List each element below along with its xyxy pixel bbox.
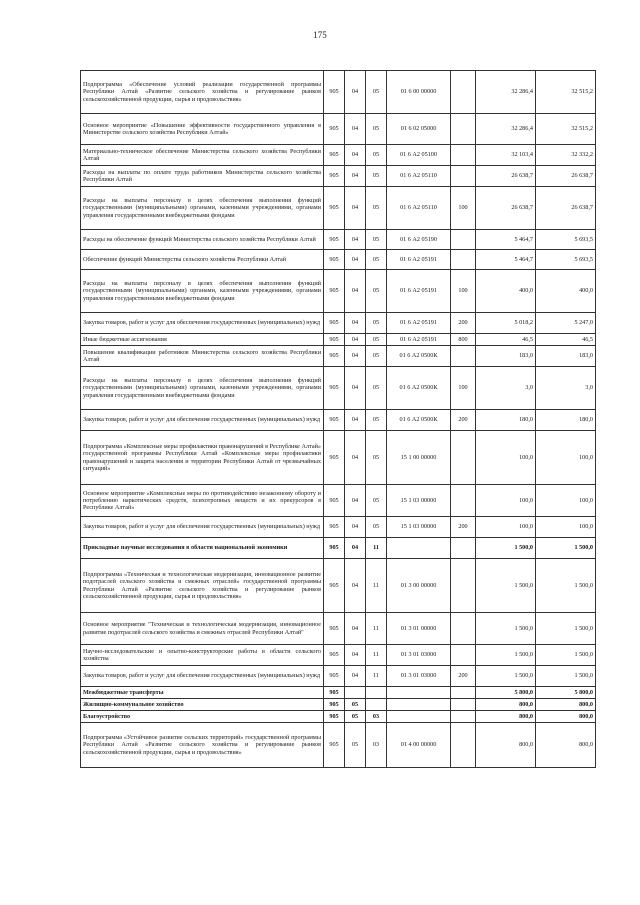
row-grbs: 905	[324, 711, 345, 723]
row-section: 04	[345, 313, 366, 334]
row-expense-type: 800	[451, 334, 476, 346]
row-target-article: 01 6 А2 05191	[387, 313, 451, 334]
row-amount-year1: 100,0	[476, 517, 536, 538]
table-row	[81, 687, 596, 699]
row-grbs: 905	[324, 559, 345, 613]
row-grbs: 905	[324, 538, 345, 559]
row-grbs: 905	[324, 367, 345, 410]
row-subsection: 05	[366, 334, 387, 346]
row-grbs: 905	[324, 431, 345, 485]
row-section: 04	[345, 367, 366, 410]
row-amount-year2: 1 500,0	[536, 645, 596, 666]
row-expense-type	[451, 687, 476, 699]
row-amount-year2: 1 500,0	[536, 559, 596, 613]
row-expense-type	[451, 346, 476, 367]
row-subsection: 05	[366, 410, 387, 431]
row-subsection: 11	[366, 645, 387, 666]
row-expense-type	[451, 431, 476, 485]
row-section: 04	[345, 71, 366, 114]
row-name: Подпрограмма «Устойчивое развитие сельских территорий» государственной программы Республики Алтай «Развитие сельского хозяйства и регулирование рынков сельскохозяйственной продукции, сырья и продовольствия»	[81, 723, 324, 768]
row-amount-year2: 1 500,0	[536, 613, 596, 645]
row-expense-type	[451, 711, 476, 723]
row-amount-year1: 180,0	[476, 410, 536, 431]
row-name: Расходы на обеспечение функций Министерства сельского хозяйства Республики Алтай	[81, 230, 324, 250]
table-row	[81, 187, 596, 230]
row-target-article	[387, 687, 451, 699]
table-row	[81, 334, 596, 346]
row-name: Закупка товаров, работ и услуг для обеспечения государственных (муниципальных) нужд	[81, 313, 324, 334]
row-subsection: 11	[366, 559, 387, 613]
row-amount-year1: 26 638,7	[476, 166, 536, 187]
row-name: Прикладные научные исследования в области национальной экономики	[81, 538, 324, 559]
row-amount-year2: 5 800,0	[536, 687, 596, 699]
row-amount-year1: 100,0	[476, 431, 536, 485]
row-target-article: 01 6 А2 0500К	[387, 410, 451, 431]
row-amount-year1: 1 500,0	[476, 613, 536, 645]
row-grbs: 905	[324, 485, 345, 517]
row-subsection: 05	[366, 346, 387, 367]
table-row	[81, 699, 596, 711]
row-amount-year1: 32 286,4	[476, 114, 536, 145]
row-subsection: 05	[366, 431, 387, 485]
row-target-article: 01 3 01 03000	[387, 645, 451, 666]
row-amount-year2: 5 247,0	[536, 313, 596, 334]
row-subsection: 11	[366, 613, 387, 645]
row-target-article: 01 3 01 03000	[387, 666, 451, 687]
row-amount-year2: 3,0	[536, 367, 596, 410]
row-amount-year1: 32 103,4	[476, 145, 536, 166]
row-amount-year1: 3,0	[476, 367, 536, 410]
row-amount-year2: 26 638,7	[536, 187, 596, 230]
row-target-article	[387, 538, 451, 559]
table-row	[81, 666, 596, 687]
table-row	[81, 114, 596, 145]
row-grbs: 905	[324, 517, 345, 538]
row-subsection	[366, 687, 387, 699]
row-target-article	[387, 699, 451, 711]
row-amount-year2: 1 500,0	[536, 666, 596, 687]
budget-table	[80, 70, 596, 768]
table-body	[81, 71, 596, 768]
row-name: Основное мероприятие "Техническая и технологическая модернизация, инновационное развитие подотраслей сельского хозяйства и смежных отраслей Республики Алтай"	[81, 613, 324, 645]
row-section: 04	[345, 230, 366, 250]
row-name: Закупка товаров, работ и услуг для обеспечения государственных (муниципальных) нужд	[81, 410, 324, 431]
row-expense-type: 100	[451, 187, 476, 230]
row-subsection: 05	[366, 71, 387, 114]
row-amount-year2: 180,0	[536, 410, 596, 431]
row-name: Подпрограмма «Техническая и технологическая модернизация, инновационное развитие подотраслей сельского хозяйства и смежных отраслей» государственной программы Республики Алтай «Развитие сельского хозяйства и регулирование рынков сельскохозяйственной продукции, сырья и продовольствия»	[81, 559, 324, 613]
row-name: Закупка товаров, работ и услуг для обеспечения государственных (муниципальных) нужд	[81, 517, 324, 538]
row-target-article: 01 6 А2 0500К	[387, 367, 451, 410]
row-amount-year2: 100,0	[536, 431, 596, 485]
row-name: Повышение квалификации работников Министерства сельского хозяйства Республики Алтай	[81, 346, 324, 367]
row-expense-type: 100	[451, 367, 476, 410]
row-subsection: 03	[366, 723, 387, 768]
table-row	[81, 711, 596, 723]
row-target-article: 15 1 03 00000	[387, 485, 451, 517]
row-subsection: 05	[366, 313, 387, 334]
table-row	[81, 346, 596, 367]
row-name: Расходы на выплаты персоналу в целях обеспечения выполнения функций государственными (муниципальными) органами, казенными учреждениями, органами управления государственными внебюджетными фондами	[81, 367, 324, 410]
row-expense-type	[451, 145, 476, 166]
row-section: 04	[345, 666, 366, 687]
row-amount-year2: 183,0	[536, 346, 596, 367]
row-expense-type: 200	[451, 410, 476, 431]
row-subsection: 11	[366, 666, 387, 687]
row-subsection: 03	[366, 711, 387, 723]
row-amount-year1: 1 500,0	[476, 645, 536, 666]
row-amount-year2: 5 693,5	[536, 250, 596, 270]
row-name: Расходы на выплаты по оплате труда работников Министерства сельского хозяйства Республики Алтай	[81, 166, 324, 187]
row-amount-year1: 32 286,4	[476, 71, 536, 114]
table-row	[81, 485, 596, 517]
row-target-article: 01 6 А2 0500К	[387, 346, 451, 367]
row-section: 04	[345, 346, 366, 367]
row-section: 04	[345, 250, 366, 270]
row-section: 04	[345, 431, 366, 485]
row-grbs: 905	[324, 687, 345, 699]
row-section: 04	[345, 187, 366, 230]
row-target-article: 01 6 А2 05110	[387, 166, 451, 187]
row-section: 04	[345, 270, 366, 313]
table-row	[81, 538, 596, 559]
row-grbs: 905	[324, 313, 345, 334]
row-subsection: 05	[366, 145, 387, 166]
row-expense-type	[451, 613, 476, 645]
row-target-article	[387, 711, 451, 723]
row-subsection	[366, 699, 387, 711]
row-amount-year1: 46,5	[476, 334, 536, 346]
table-row	[81, 517, 596, 538]
row-amount-year2: 800,0	[536, 711, 596, 723]
row-name: Подпрограмма «Обеспечение условий реализации государственной программы Республики Алтай «Развитие сельского хозяйства и регулирование рынков сельскохозяйственной продукции, сырья и продовольствия»	[81, 71, 324, 114]
row-target-article: 01 6 А2 05191	[387, 334, 451, 346]
row-subsection: 05	[366, 270, 387, 313]
row-amount-year1: 5 464,7	[476, 230, 536, 250]
row-target-article: 01 6 02 05000	[387, 114, 451, 145]
row-expense-type	[451, 538, 476, 559]
row-expense-type	[451, 723, 476, 768]
row-amount-year1: 800,0	[476, 711, 536, 723]
row-grbs: 905	[324, 334, 345, 346]
row-grbs: 905	[324, 270, 345, 313]
row-grbs: 905	[324, 613, 345, 645]
row-name: Обеспечение функций Министерства сельского хозяйства Республики Алтай	[81, 250, 324, 270]
row-expense-type	[451, 645, 476, 666]
row-subsection: 05	[366, 367, 387, 410]
table-row	[81, 613, 596, 645]
row-name: Основное мероприятие «Повышение эффективности государственного управления в Министерстве сельского хозяйства Республики Алтай»	[81, 114, 324, 145]
row-target-article: 01 6 00 00000	[387, 71, 451, 114]
row-amount-year1: 26 638,7	[476, 187, 536, 230]
row-section: 05	[345, 711, 366, 723]
row-amount-year2: 32 332,2	[536, 145, 596, 166]
table-row	[81, 313, 596, 334]
table-row	[81, 723, 596, 768]
table-row	[81, 145, 596, 166]
row-amount-year1: 5 464,7	[476, 250, 536, 270]
row-subsection: 05	[366, 250, 387, 270]
table-row	[81, 410, 596, 431]
row-amount-year2: 800,0	[536, 723, 596, 768]
table-row	[81, 230, 596, 250]
row-name: Иные бюджетные ассигнования	[81, 334, 324, 346]
table-row	[81, 367, 596, 410]
row-subsection: 11	[366, 538, 387, 559]
row-target-article: 01 6 А2 05110	[387, 187, 451, 230]
row-section: 04	[345, 485, 366, 517]
row-expense-type	[451, 250, 476, 270]
row-expense-type	[451, 166, 476, 187]
row-grbs: 905	[324, 410, 345, 431]
row-grbs: 905	[324, 145, 345, 166]
row-amount-year1: 800,0	[476, 723, 536, 768]
row-name: Закупка товаров, работ и услуг для обеспечения государственных (муниципальных) нужд	[81, 666, 324, 687]
row-amount-year2: 800,0	[536, 699, 596, 711]
row-section: 04	[345, 114, 366, 145]
row-section: 04	[345, 559, 366, 613]
row-section: 04	[345, 613, 366, 645]
row-target-article: 15 1 00 00000	[387, 431, 451, 485]
row-expense-type: 200	[451, 666, 476, 687]
row-amount-year1: 5 800,0	[476, 687, 536, 699]
row-amount-year2: 100,0	[536, 485, 596, 517]
row-target-article: 01 6 А2 05191	[387, 270, 451, 313]
row-amount-year1: 100,0	[476, 485, 536, 517]
row-amount-year2: 100,0	[536, 517, 596, 538]
row-expense-type	[451, 230, 476, 250]
row-section: 04	[345, 538, 366, 559]
row-grbs: 905	[324, 645, 345, 666]
row-grbs: 905	[324, 699, 345, 711]
row-section: 04	[345, 334, 366, 346]
row-grbs: 905	[324, 346, 345, 367]
row-amount-year1: 800,0	[476, 699, 536, 711]
row-amount-year2: 46,5	[536, 334, 596, 346]
row-grbs: 905	[324, 114, 345, 145]
table-row	[81, 250, 596, 270]
row-section	[345, 687, 366, 699]
row-name: Материально-техническое обеспечение Министерства сельского хозяйства Республики Алтай	[81, 145, 324, 166]
row-name: Расходы на выплаты персоналу в целях обеспечения выполнения функций государственными (муниципальными) органами, казенными учреждениями, органами управления государственными внебюджетными фондами	[81, 270, 324, 313]
row-name: Жилищно-коммунальное хозяйство	[81, 699, 324, 711]
row-expense-type	[451, 71, 476, 114]
row-subsection: 05	[366, 517, 387, 538]
row-name: Основное мероприятие «Комплексные меры по противодействию незаконному обороту и потреблению наркотических средств, психотропных веществ и их прекурсоров в Республике Алтай»	[81, 485, 324, 517]
row-grbs: 905	[324, 166, 345, 187]
row-name: Подпрограмма «Комплексные меры профилактики правонарушений в Республике Алтай» государственной программы Республики Алтай «Комплексные меры профилактики правонарушений и защита населения и территории Республики Алтай от чрезвычайных ситуаций»	[81, 431, 324, 485]
row-section: 04	[345, 166, 366, 187]
row-amount-year2: 26 638,7	[536, 166, 596, 187]
row-target-article: 01 6 А2 05190	[387, 230, 451, 250]
row-target-article: 01 4 00 00000	[387, 723, 451, 768]
row-grbs: 905	[324, 666, 345, 687]
table-row	[81, 431, 596, 485]
row-subsection: 05	[366, 230, 387, 250]
row-grbs: 905	[324, 187, 345, 230]
table-row	[81, 559, 596, 613]
row-section: 04	[345, 517, 366, 538]
row-expense-type	[451, 559, 476, 613]
row-grbs: 905	[324, 723, 345, 768]
row-subsection: 05	[366, 187, 387, 230]
row-amount-year1: 400,0	[476, 270, 536, 313]
row-target-article: 01 6 А2 05100	[387, 145, 451, 166]
row-amount-year2: 1 500,0	[536, 538, 596, 559]
row-section: 05	[345, 723, 366, 768]
page-number: 175	[313, 30, 327, 40]
row-target-article: 01 6 А2 05191	[387, 250, 451, 270]
row-amount-year1: 1 500,0	[476, 559, 536, 613]
table-row	[81, 166, 596, 187]
row-expense-type: 200	[451, 313, 476, 334]
row-section: 04	[345, 145, 366, 166]
row-name: Межбюджетные трансферты	[81, 687, 324, 699]
row-section: 05	[345, 699, 366, 711]
row-expense-type	[451, 699, 476, 711]
row-section: 04	[345, 410, 366, 431]
row-name: Благоустройство	[81, 711, 324, 723]
row-target-article: 01 3 00 00000	[387, 559, 451, 613]
row-subsection: 05	[366, 166, 387, 187]
row-amount-year1: 1 500,0	[476, 666, 536, 687]
table-row	[81, 71, 596, 114]
row-subsection: 05	[366, 485, 387, 517]
row-amount-year1: 5 018,2	[476, 313, 536, 334]
row-amount-year2: 400,0	[536, 270, 596, 313]
row-grbs: 905	[324, 230, 345, 250]
table-row	[81, 270, 596, 313]
row-expense-type	[451, 114, 476, 145]
row-amount-year1: 183,0	[476, 346, 536, 367]
row-expense-type	[451, 485, 476, 517]
row-subsection: 05	[366, 114, 387, 145]
row-section: 04	[345, 645, 366, 666]
row-amount-year2: 32 515,2	[536, 71, 596, 114]
table-row	[81, 645, 596, 666]
row-grbs: 905	[324, 250, 345, 270]
row-name: Расходы на выплаты персоналу в целях обеспечения выполнения функций государственными (муниципальными) органами, казенными учреждениями, органами управления государственными внебюджетными фондами	[81, 187, 324, 230]
row-grbs: 905	[324, 71, 345, 114]
row-expense-type: 200	[451, 517, 476, 538]
row-name: Научно-исследовательские и опытно-конструкторские работы в области сельского хозяйства	[81, 645, 324, 666]
row-amount-year1: 1 500,0	[476, 538, 536, 559]
row-expense-type: 100	[451, 270, 476, 313]
row-target-article: 15 1 03 00000	[387, 517, 451, 538]
row-amount-year2: 32 515,2	[536, 114, 596, 145]
row-target-article: 01 3 01 00000	[387, 613, 451, 645]
row-amount-year2: 5 693,5	[536, 230, 596, 250]
